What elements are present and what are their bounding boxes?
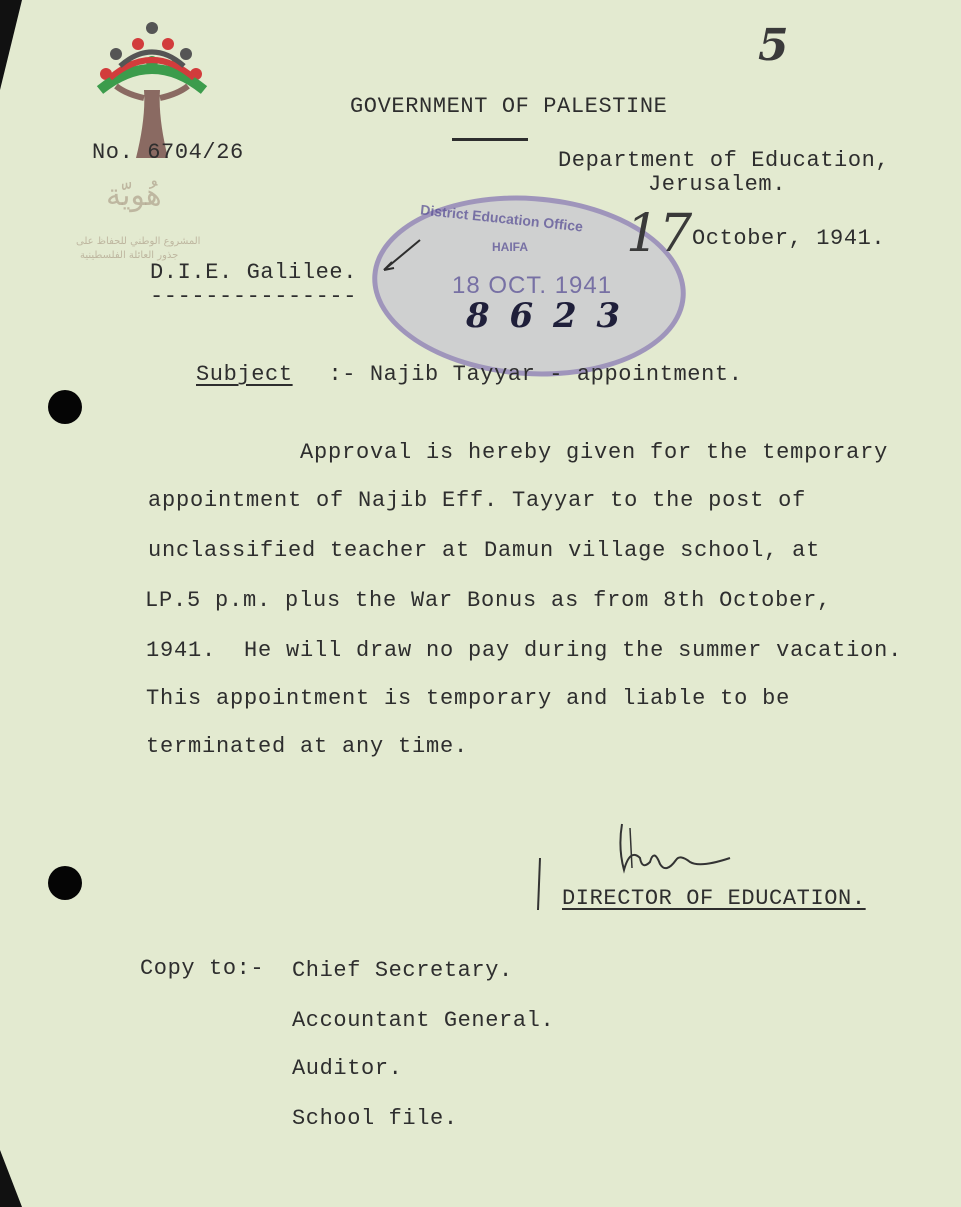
copy-recipient-4: School file. [292,1106,458,1131]
addressee: D.I.E. Galilee. [150,260,358,285]
stamp-city: HAIFA [492,240,528,254]
check-mark-icon [380,236,426,276]
logo-tagline-2: جذور العائلة الفلسطينية [80,250,179,261]
body-line-5: 1941. He will draw no pay during the summer vacation. [146,638,903,663]
copy-recipient-3: Auditor. [292,1056,403,1081]
stamp-date: 18 OCT. 1941 [452,272,613,299]
punch-hole-bottom [48,866,82,900]
subject-label: Subject [196,362,293,387]
subject-text: :- Najib Tayyar - appointment. [328,362,743,387]
subject-line [196,362,743,387]
department-city: Jerusalem. [648,172,787,197]
department-name: Department of Education, [558,148,890,173]
body-line-2: appointment of Najib Eff. Tayyar to the post of [148,488,807,513]
signatory-title: DIRECTOR OF EDUCATION. [562,886,866,911]
stamp-office: District Education Office [419,201,584,235]
addressee-rule: --------------- [150,284,358,309]
body-line-3: unclassified teacher at Damun village school, at [148,538,821,563]
page-number: 5 [758,20,789,71]
reference-number: No. 6704/26 [92,140,244,165]
logo-brand: هُويّة [106,178,162,213]
date-day: 17 [626,204,693,264]
copy-to-label: Copy to:- [140,956,265,981]
date-month-year: October, 1941. [692,226,886,251]
body-line-7: terminated at any time. [146,734,469,759]
copy-recipient-1: Chief Secretary. [292,958,513,983]
copy-recipient-2: Accountant General. [292,1008,555,1033]
paper-edge [0,0,30,1207]
body-line-1: Approval is hereby given for the temporary [300,440,889,465]
heading-rule [452,138,528,141]
body-line-4: LP.5 p.m. plus the War Bonus as from 8th October, [145,588,832,613]
body-line-6: This appointment is temporary and liable to be [146,686,791,711]
stamp-number: 8 6 2 3 [466,296,625,336]
punch-hole-top [48,390,82,424]
logo-tagline-1: المشروع الوطني للحفاظ على [76,236,201,247]
government-heading: GOVERNMENT OF PALESTINE [350,94,668,119]
